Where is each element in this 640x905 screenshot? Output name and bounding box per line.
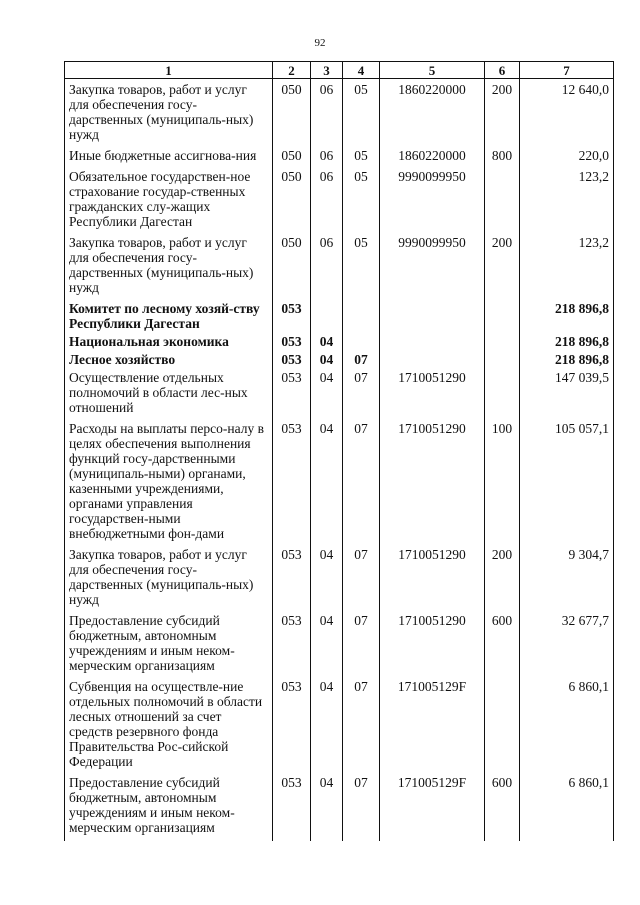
row-code-2: 053 bbox=[273, 775, 311, 841]
row-name: Закупка товаров, работ и услуг для обеспечения госу-дарственных (муниципаль-ных) нужд bbox=[65, 235, 273, 301]
row-name: Закупка товаров, работ и услуг для обеспечения госу-дарственных (муниципаль-ных) нужд bbox=[65, 547, 273, 613]
row-code-5: 171005129F bbox=[380, 679, 485, 775]
row-name: Осуществление отдельных полномочий в области лес-ных отношений bbox=[65, 370, 273, 421]
table-header bbox=[65, 62, 614, 79]
row-name: Лесное хозяйство bbox=[65, 352, 273, 370]
row-amount: 12 640,0 bbox=[520, 79, 614, 149]
row-name: Иные бюджетные ассигнова-ния bbox=[65, 148, 273, 169]
budget-table bbox=[64, 61, 614, 841]
row-code-5: 1860220000 bbox=[380, 79, 485, 149]
row-name: Обязательное государствен-ное страхование государ-ственных гражданских слу-жащих Республики Дагестан bbox=[65, 169, 273, 235]
row-amount: 6 860,1 bbox=[520, 679, 614, 775]
table-row bbox=[65, 352, 614, 370]
table-row bbox=[65, 679, 614, 775]
row-code-3: 04 bbox=[311, 547, 343, 613]
row-code-2: 053 bbox=[273, 547, 311, 613]
row-code-5: 1860220000 bbox=[380, 148, 485, 169]
row-code-5: 1710051290 bbox=[380, 421, 485, 547]
row-amount: 9 304,7 bbox=[520, 547, 614, 613]
row-amount: 218 896,8 bbox=[520, 301, 614, 334]
row-code-5 bbox=[380, 352, 485, 370]
row-code-4: 07 bbox=[343, 370, 380, 421]
row-amount: 105 057,1 bbox=[520, 421, 614, 547]
row-code-5: 1710051290 bbox=[380, 613, 485, 679]
row-code-2: 053 bbox=[273, 301, 311, 334]
row-code-5: 1710051290 bbox=[380, 370, 485, 421]
row-code-5 bbox=[380, 334, 485, 352]
row-amount: 32 677,7 bbox=[520, 613, 614, 679]
row-amount: 220,0 bbox=[520, 148, 614, 169]
row-code-5: 1710051290 bbox=[380, 547, 485, 613]
row-code-6: 200 bbox=[485, 235, 520, 301]
row-amount: 218 896,8 bbox=[520, 334, 614, 352]
row-code-4: 05 bbox=[343, 148, 380, 169]
row-code-2: 053 bbox=[273, 613, 311, 679]
row-code-4: 07 bbox=[343, 547, 380, 613]
table-row bbox=[65, 334, 614, 352]
column-header-2: 2 bbox=[273, 62, 311, 79]
row-code-3: 04 bbox=[311, 352, 343, 370]
column-header-6: 6 bbox=[485, 62, 520, 79]
row-code-6 bbox=[485, 301, 520, 334]
row-code-4: 07 bbox=[343, 679, 380, 775]
row-name: Предоставление субсидий бюджетным, автономным учреждениям и иным неком-мерческим организациям bbox=[65, 613, 273, 679]
row-code-4: 05 bbox=[343, 169, 380, 235]
row-name: Комитет по лесному хозяй-ству Республики Дагестан bbox=[65, 301, 273, 334]
row-code-2: 050 bbox=[273, 148, 311, 169]
row-name: Закупка товаров, работ и услуг для обеспечения госу-дарственных (муниципаль-ных) нужд bbox=[65, 79, 273, 149]
row-code-3: 06 bbox=[311, 148, 343, 169]
column-header-3: 3 bbox=[311, 62, 343, 79]
row-code-4: 05 bbox=[343, 235, 380, 301]
row-code-4: 07 bbox=[343, 352, 380, 370]
row-code-3: 06 bbox=[311, 235, 343, 301]
row-code-2: 050 bbox=[273, 235, 311, 301]
table-row bbox=[65, 79, 614, 149]
table-row bbox=[65, 370, 614, 421]
row-name: Расходы на выплаты персо-налу в целях обеспечения выполнения функций госу-дарственными (муниципаль-ными) органами, казенными учреждениями, органами управления государствен-ными внебюджетными фон-дами bbox=[65, 421, 273, 547]
row-code-6: 100 bbox=[485, 421, 520, 547]
table-row bbox=[65, 421, 614, 547]
row-code-6 bbox=[485, 352, 520, 370]
row-code-6: 600 bbox=[485, 775, 520, 841]
table-row bbox=[65, 148, 614, 169]
row-code-3: 06 bbox=[311, 169, 343, 235]
row-code-3: 04 bbox=[311, 613, 343, 679]
row-code-4: 07 bbox=[343, 421, 380, 547]
row-code-2: 053 bbox=[273, 370, 311, 421]
row-code-6: 200 bbox=[485, 547, 520, 613]
row-code-2: 050 bbox=[273, 79, 311, 149]
row-code-6 bbox=[485, 334, 520, 352]
header-row bbox=[65, 62, 614, 79]
row-code-3: 04 bbox=[311, 334, 343, 352]
row-name: Субвенция на осуществле-ние отдельных полномочий в области лесных отношений за счет средств резервного фонда Правительства Рос-сийской Федерации bbox=[65, 679, 273, 775]
row-code-5: 9990099950 bbox=[380, 169, 485, 235]
column-header-1: 1 bbox=[65, 62, 273, 79]
column-header-4: 4 bbox=[343, 62, 380, 79]
table-row bbox=[65, 169, 614, 235]
row-amount: 123,2 bbox=[520, 235, 614, 301]
table-row bbox=[65, 547, 614, 613]
row-code-2: 050 bbox=[273, 169, 311, 235]
row-code-3: 06 bbox=[311, 79, 343, 149]
row-code-4: 07 bbox=[343, 775, 380, 841]
row-code-2: 053 bbox=[273, 679, 311, 775]
row-code-6: 600 bbox=[485, 613, 520, 679]
row-code-4 bbox=[343, 334, 380, 352]
row-name: Предоставление субсидий бюджетным, автономным учреждениям и иным неком-мерческим организациям bbox=[65, 775, 273, 841]
row-code-3: 04 bbox=[311, 421, 343, 547]
row-code-2: 053 bbox=[273, 334, 311, 352]
table-row bbox=[65, 235, 614, 301]
row-code-6 bbox=[485, 370, 520, 421]
row-code-3: 04 bbox=[311, 679, 343, 775]
row-amount: 147 039,5 bbox=[520, 370, 614, 421]
row-code-3 bbox=[311, 301, 343, 334]
row-amount: 123,2 bbox=[520, 169, 614, 235]
column-header-5: 5 bbox=[380, 62, 485, 79]
row-amount: 218 896,8 bbox=[520, 352, 614, 370]
row-code-4: 07 bbox=[343, 613, 380, 679]
row-code-2: 053 bbox=[273, 352, 311, 370]
row-code-3: 04 bbox=[311, 370, 343, 421]
row-code-5: 171005129F bbox=[380, 775, 485, 841]
table-row bbox=[65, 301, 614, 334]
row-code-6: 200 bbox=[485, 79, 520, 149]
row-code-6 bbox=[485, 169, 520, 235]
row-code-5 bbox=[380, 301, 485, 334]
table-body bbox=[65, 79, 614, 842]
row-amount: 6 860,1 bbox=[520, 775, 614, 841]
row-code-2: 053 bbox=[273, 421, 311, 547]
row-code-6: 800 bbox=[485, 148, 520, 169]
row-name: Национальная экономика bbox=[65, 334, 273, 352]
row-code-4 bbox=[343, 301, 380, 334]
row-code-4: 05 bbox=[343, 79, 380, 149]
row-code-3: 04 bbox=[311, 775, 343, 841]
page-number: 92 bbox=[314, 37, 326, 49]
row-code-5: 9990099950 bbox=[380, 235, 485, 301]
row-code-6 bbox=[485, 679, 520, 775]
table-row bbox=[65, 613, 614, 679]
column-header-7: 7 bbox=[520, 62, 614, 79]
table-row bbox=[65, 775, 614, 841]
